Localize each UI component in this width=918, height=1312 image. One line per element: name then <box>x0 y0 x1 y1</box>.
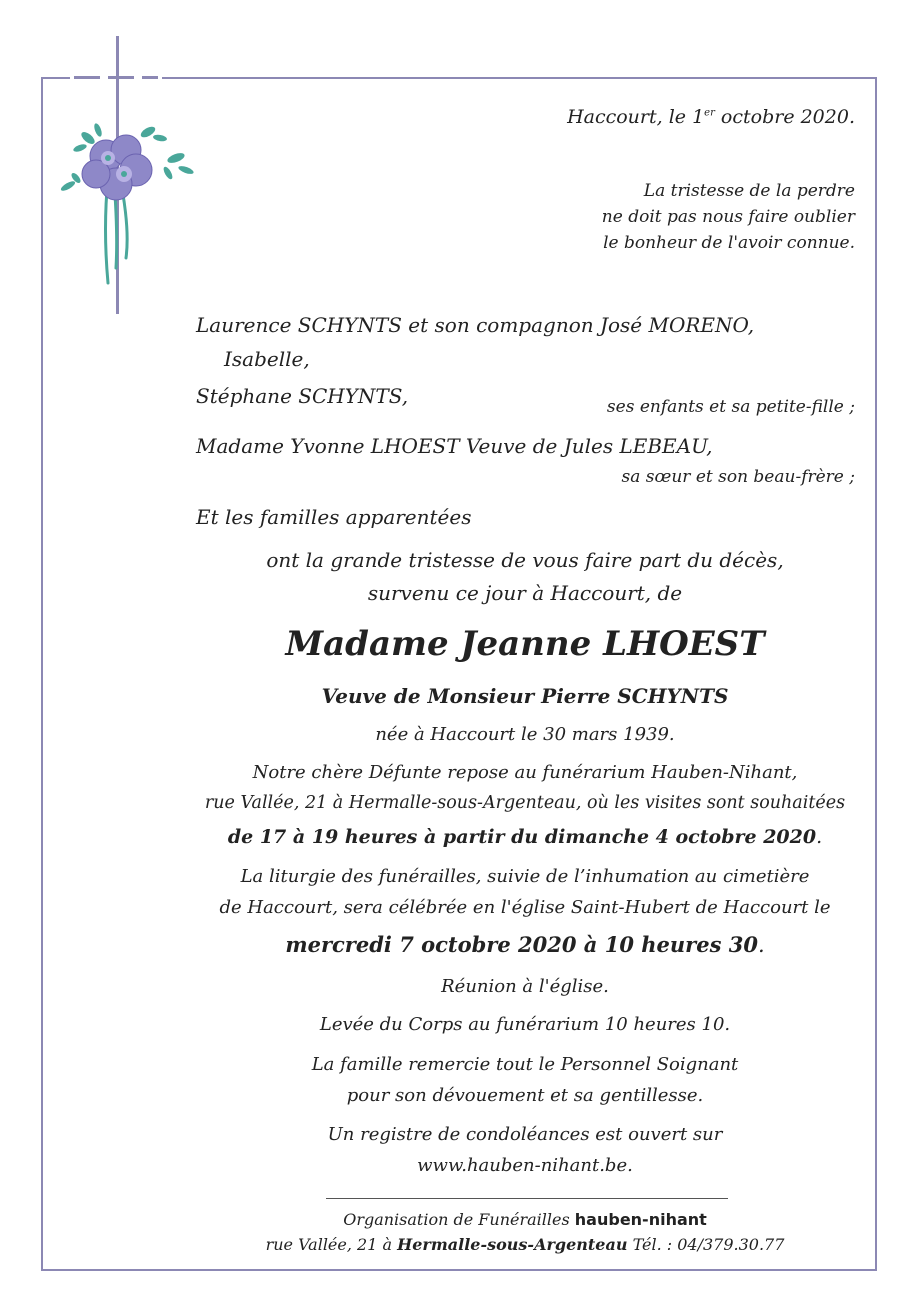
footer-address: rue Vallée, 21 à Hermalle-sous-Argenteau Tél. : 04/379.30.77 <box>265 1235 785 1254</box>
thanks-line: pour son dévouement et sa gentillesse. <box>346 1085 704 1106</box>
funeral-date: mercredi 7 octobre 2020 à 10 heures 30. <box>285 932 765 957</box>
brand-logo: hauben-nihant <box>574 1210 707 1229</box>
levee-line: Levée du Corps au funérarium 10 heures 10. <box>319 1014 731 1035</box>
family-line: Stéphane SCHYNTS, <box>196 384 409 408</box>
relation-text: sa sœur et son beau-frère ; <box>621 467 855 487</box>
quote-line: La tristesse de la perdre <box>643 181 855 201</box>
deceased-name: Madame Jeanne LHOEST <box>285 624 765 664</box>
meeting-line: Réunion à l'église. <box>441 976 609 997</box>
visits-line: rue Vallée, 21 à Hermalle-sous-Argenteau, où les visites sont souhaitées <box>204 793 846 813</box>
birth-line: née à Haccourt le 30 mars 1939. <box>375 724 675 745</box>
family-line: Et les familles apparentées <box>196 505 472 529</box>
relation-text: ses enfants et sa petite-fille ; <box>606 397 855 417</box>
date-line: Haccourt, le 1er octobre 2020. <box>567 106 855 128</box>
family-line: Laurence SCHYNTS et son compagnon José MORENO, <box>196 313 755 337</box>
liturgy-line: La liturgie des funérailles, suivie de l’inhumation au cimetière <box>240 866 810 887</box>
visits-hours: de 17 à 19 heures à partir du dimanche 4 octobre 2020. <box>227 826 823 848</box>
register-line: Un registre de condoléances est ouvert sur <box>327 1124 723 1145</box>
announce-line: ont la grande tristesse de vous faire part du décès, <box>266 548 784 572</box>
quote-line: le bonheur de l'avoir connue. <box>603 233 855 253</box>
liturgy-line: de Haccourt, sera célébrée en l'église Saint-Hubert de Haccourt le <box>219 897 831 918</box>
thanks-line: La famille remercie tout le Personnel Soignant <box>311 1054 739 1075</box>
quote <box>500 178 855 256</box>
visits-line: Notre chère Défunte repose au funérarium Hauben-Nihant, <box>252 762 798 783</box>
footer-divider <box>326 1198 728 1199</box>
register-link[interactable]: www.hauben-nihant.be. <box>417 1155 633 1176</box>
footer-org: Organisation de Funérailles hauben-nihant <box>343 1210 707 1229</box>
deceased-widow: Veuve de Monsieur Pierre SCHYNTS <box>321 684 729 708</box>
flower-bouquet-icon <box>58 118 198 293</box>
announce-line: survenu ce jour à Haccourt, de <box>367 581 683 605</box>
quote-line: ne doit pas nous faire oublier <box>601 207 855 227</box>
family-line: Madame Yvonne LHOEST Veuve de Jules LEBEAU, <box>196 434 713 458</box>
family-line: Isabelle, <box>224 347 310 371</box>
